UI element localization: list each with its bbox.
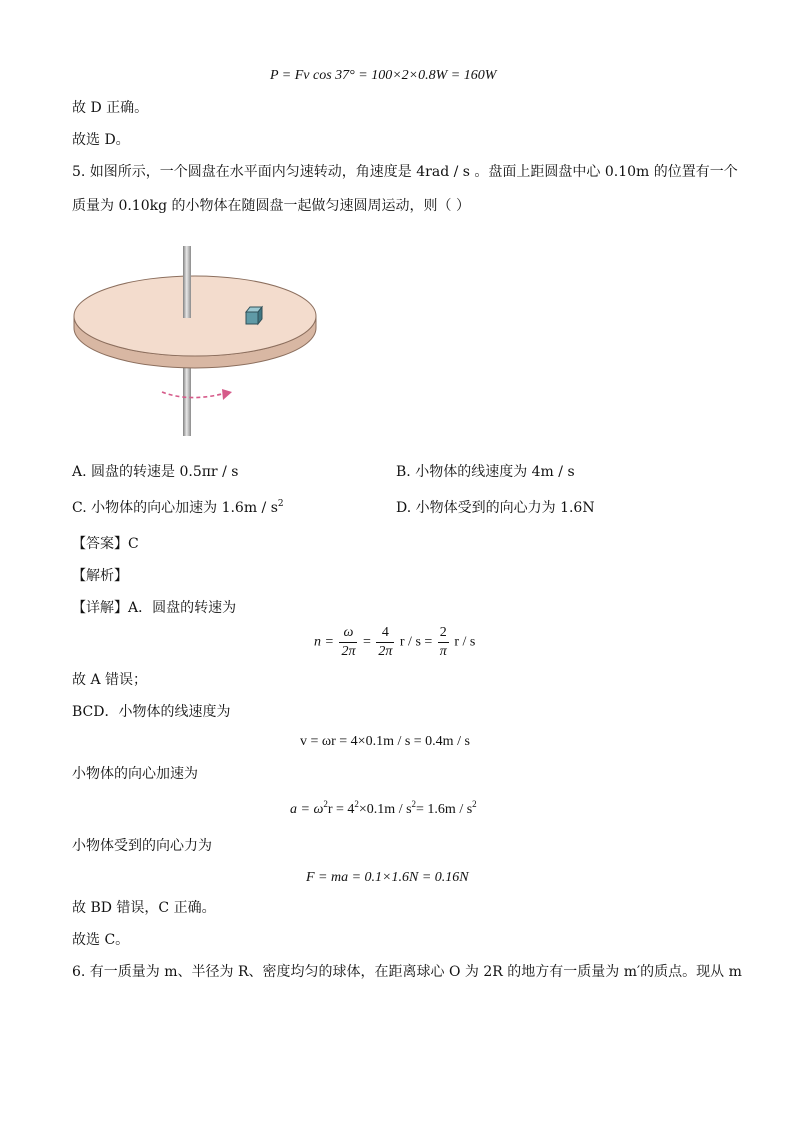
option-a: A. 圆盘的转速是 0.5πr / s xyxy=(72,464,239,480)
answer-label: 【答案】C xyxy=(72,536,139,552)
force-intro: 小物体受到的向心力为 xyxy=(72,838,212,854)
a-wrong: 故 A 错误； xyxy=(72,672,148,688)
analysis-label: 【解析】 xyxy=(72,568,128,584)
detail-intro: 【详解】A．圆盘的转速为 xyxy=(72,600,237,616)
power-equation: P = Fv cos 37° = 100×2×0.8W = 160W xyxy=(270,68,497,83)
q5-stem-line1: 5. 如图所示，一个圆盘在水平面内匀速转动，角速度是 4rad / s 。盘面上距圆盘中心 0.10m 的位置有一个 xyxy=(72,164,738,180)
prev-conclusion: 故 D 正确。 xyxy=(72,100,149,116)
rotation-arrow-icon xyxy=(162,389,232,400)
option-d: D. 小物体受到的向心力为 1.6N xyxy=(396,500,595,516)
prev-choice: 故选 D。 xyxy=(72,132,130,148)
disc-top xyxy=(74,276,316,356)
small-block xyxy=(246,307,262,324)
acceleration-equation: $a = \omega^2r = 4^2\times 0.1m / s^2= 1.6m / s^2$ xyxy=(290,799,477,817)
force-equation: F = ma = 0.1×1.6N = 0.16N xyxy=(306,870,469,885)
accel-intro: 小物体的向心加速为 xyxy=(72,766,198,782)
q6-stem-line1: 6. 有一质量为 m、半径为 R、密度均匀的球体，在距离球心 O 为 2R 的地方有一质量为 m′的质点。现从 m xyxy=(72,964,742,980)
bd-conclusion: 故 BD 错误，C 正确。 xyxy=(72,900,216,916)
option-b: B. 小物体的线速度为 4m / s xyxy=(396,464,575,480)
bcd-intro: BCD．小物体的线速度为 xyxy=(72,704,231,720)
q5-stem-line2: 质量为 0.10kg 的小物体在随圆盘一起做匀速圆周运动，则（ ） xyxy=(72,198,470,214)
linear-velocity-equation: v = ωr = 4×0.1m / s = 0.4m / s xyxy=(300,734,470,749)
upper-rod xyxy=(183,246,191,318)
rotation-speed-equation: n = $\frac{\omega}{2\pi}$ = $\frac{4}{2\pi}$ r / s = $\frac{2}{\pi}$ r / s xyxy=(314,625,476,659)
q5-choice: 故选 C。 xyxy=(72,932,130,948)
option-c: C. 小物体的向心加速为 $1.6m / s^2$ xyxy=(72,499,284,516)
rotating-disc-figure xyxy=(70,244,320,438)
